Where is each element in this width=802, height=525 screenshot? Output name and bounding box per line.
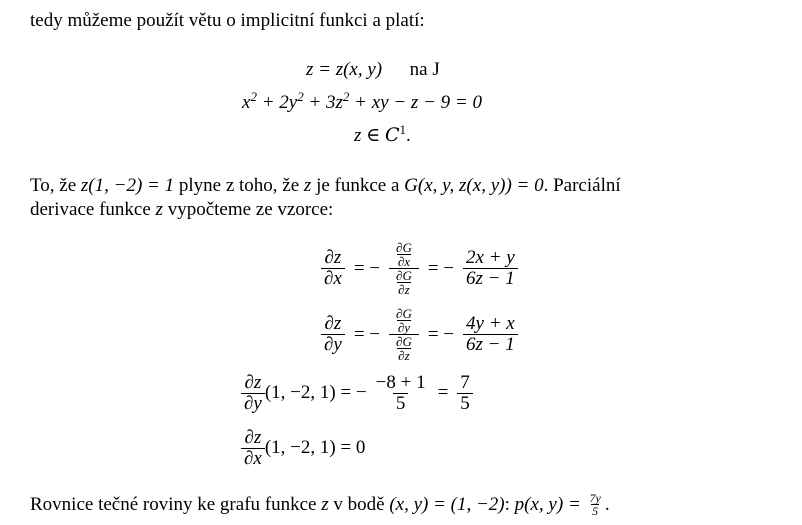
final-p: p(x, y) = (514, 493, 586, 515)
system-line-1-rhs: na J (409, 59, 440, 80)
term-y: + 2y (256, 92, 298, 113)
equation-dz-dx (318, 241, 521, 296)
frac-eq3-mid: $\frac{-8 + 1}{5}$ (375, 372, 426, 414)
para-text-b: plyne z toho, že (174, 175, 304, 196)
final-text-a: Rovnice tečné roviny ke grafu funkce (30, 493, 322, 515)
frac-eq3-result: $\frac{7}{5}$ (457, 373, 473, 414)
para-math-zero: = 0 (511, 175, 544, 196)
para-math-args: (x, y, z(x, y)) (417, 175, 512, 196)
para-math-1: z(1, −2) = 1 (80, 175, 175, 196)
exp-1: 2 (250, 89, 257, 104)
exp-3: 2 (342, 89, 350, 104)
final-end: . (604, 493, 610, 515)
eq4-args: (1, −2, 1) = 0 (264, 437, 366, 459)
eq2-sign-2: = − (427, 323, 455, 345)
frac-dz-dy: $\frac{\partial z}{\partial y}$ (321, 314, 345, 355)
eq1-sign-2: = − (427, 257, 455, 279)
para-text-a: To, že (30, 175, 81, 196)
class-C-symbol: C (384, 124, 400, 146)
frac-dG-ratio-y: $\frac{\frac{\partial G}{\partial y}}{\frac{\partial G}{\partial z}}$ (389, 307, 419, 362)
frac-eq2-result: $\frac{4y + x}{6z - 1}$ (463, 314, 518, 355)
para-text-c: je funkce a (311, 175, 405, 196)
term-rest: + xy − z − 9 = 0 (349, 92, 482, 113)
para2-text-b: vypočteme ze vzorce: (162, 199, 334, 220)
equation-dz-dy-value (238, 373, 476, 414)
para-math-G: G (404, 175, 418, 196)
eq2-sign-1: = − (353, 323, 381, 345)
system-line-3-lhs: z ∈ (354, 125, 385, 146)
system-line-2 (242, 89, 482, 113)
para2-math: z (155, 199, 163, 220)
frac-dz-dx-2: $\frac{\partial z}{\partial x}$ (241, 428, 265, 469)
para-math-2: z (303, 175, 312, 196)
equation-dz-dx-value (238, 428, 365, 469)
system-line-1-lhs: z = z(x, y) (306, 59, 383, 80)
paragraph-line-1 (30, 176, 621, 195)
equation-dz-dy (318, 307, 521, 362)
final-line (30, 492, 610, 517)
frac-dz-dy-2: $\frac{\partial z}{\partial y}$ (241, 373, 265, 414)
class-C-sup: 1 (399, 122, 407, 137)
final-point: (x, y) = (1, −2) (389, 493, 505, 515)
system-line-3 (354, 122, 411, 146)
eq3-sign: = (437, 382, 449, 404)
system-line-1 (306, 60, 440, 79)
term-x: x (242, 92, 251, 113)
para2-text-a: derivace funkce (30, 199, 156, 220)
exp-2: 2 (297, 89, 304, 104)
term-z: + 3z (303, 92, 343, 113)
frac-dz-dx: $\frac{\partial z}{\partial x}$ (321, 248, 345, 289)
eq1-sign-1: = − (353, 257, 381, 279)
paragraph-line-2 (30, 200, 333, 219)
final-colon: : (504, 493, 515, 515)
system-line-3-end: . (406, 125, 411, 146)
frac-dG-ratio-x: $\frac{\frac{\partial G}{\partial x}}{\frac{\partial G}{\partial z}}$ (389, 241, 419, 296)
para-text-d: . Parciální (543, 175, 621, 196)
final-math-z: z (321, 493, 329, 515)
intro-text: tedy můžeme použít větu o implicitní funkci a platí: (30, 10, 425, 31)
eq3-args: (1, −2, 1) = − (264, 382, 367, 404)
frac-eq1-result: $\frac{2x + y}{6z - 1}$ (463, 248, 518, 289)
final-text-b: v bodě (328, 493, 390, 515)
final-frac: $\frac{7y}{5}$ (589, 491, 601, 518)
